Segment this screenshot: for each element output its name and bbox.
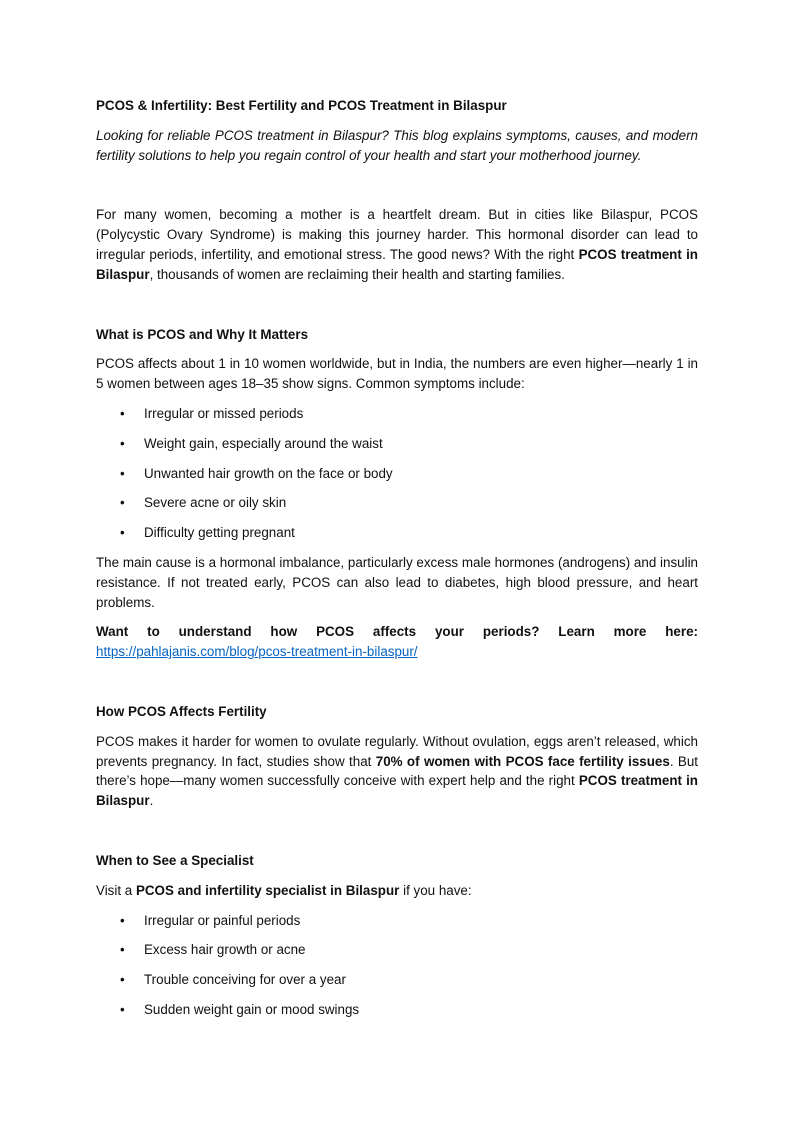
bullet-icon: • xyxy=(120,495,125,511)
list-item: • Irregular or painful periods xyxy=(96,911,698,931)
bullet-icon: • xyxy=(120,912,125,928)
paragraph-motherhood: For many women, becoming a mother is a heartfelt dream. But in cities like Bilaspur, PCOS (Polycystic Ovary Syndrome) is making this journey harder. This hormonal disorder can lead to irregular periods, infertility, and emotional stress. The good news? With the right PCOS treatment in Bilaspur, thousands of women are reclaiming their health and starting families. xyxy=(96,207,698,282)
paragraph-fertility: PCOS makes it harder for women to ovulate regularly. Without ovulation, eggs aren’t released, which prevents pregnancy. In fact, studies show that 70% of women with PCOS face fertility issues. But there’s hope—many women successfully conceive with expert help and the right PCOS treatment in Bilaspur. xyxy=(96,733,699,809)
list-item: • Difficulty getting pregnant xyxy=(96,523,698,543)
paragraph-pcos-stats: PCOS affects about 1 in 10 women worldwide, but in India, the numbers are even higher—nearly 1 in 5 women between ages 18–35 show signs. Common symptoms include: xyxy=(96,356,698,392)
list-item: • Irregular or missed periods xyxy=(96,404,698,424)
list-item: • Sudden weight gain or mood swings xyxy=(96,1000,698,1020)
learn-more-line: Want to understand how PCOS affects your periods? Learn more here: xyxy=(96,624,698,640)
paragraph-main-cause: The main cause is a hormonal imbalance, particularly excess male hormones (androgens) and insulin resistance. If not treated early, PCOS can also lead to diabetes, high blood pressure, and heart problems. xyxy=(96,554,698,610)
heading-see-specialist: When to See a Specialist xyxy=(96,852,254,868)
paragraph-visit-specialist: Visit a PCOS and infertility specialist in Bilaspur if you have: xyxy=(96,882,472,898)
list-item: • Severe acne or oily skin xyxy=(96,493,698,513)
heading-affects-fertility: How PCOS Affects Fertility xyxy=(96,703,267,719)
page-title: PCOS & Infertility: Best Fertility and PCOS Treatment in Bilaspur xyxy=(96,98,507,113)
intro-paragraph: Looking for reliable PCOS treatment in Bilaspur? This blog explains symptoms, causes, and modern fertility solutions to help you regain control of your health and start your motherhood journey. xyxy=(96,127,698,163)
list-item: • Trouble conceiving for over a year xyxy=(96,970,698,990)
symptoms-list xyxy=(96,404,698,543)
heading-what-is-pcos: What is PCOS and Why It Matters xyxy=(96,326,309,342)
list-item: • Unwanted hair growth on the face or body xyxy=(96,464,698,484)
bullet-icon: • xyxy=(120,525,125,541)
bullet-icon: • xyxy=(120,465,125,481)
bullet-icon: • xyxy=(120,1001,125,1017)
specialist-list xyxy=(96,911,698,1020)
bullet-icon: • xyxy=(120,942,125,958)
list-item: • Excess hair growth or acne xyxy=(96,940,698,960)
bullet-icon: • xyxy=(120,435,125,451)
blog-link[interactable]: https://pahlajanis.com/blog/pcos-treatment-in-bilaspur/ xyxy=(96,644,418,660)
list-item: • Weight gain, especially around the waist xyxy=(96,434,698,454)
bullet-icon: • xyxy=(120,972,125,988)
bullet-icon: • xyxy=(120,405,125,421)
document-page xyxy=(96,96,698,1030)
